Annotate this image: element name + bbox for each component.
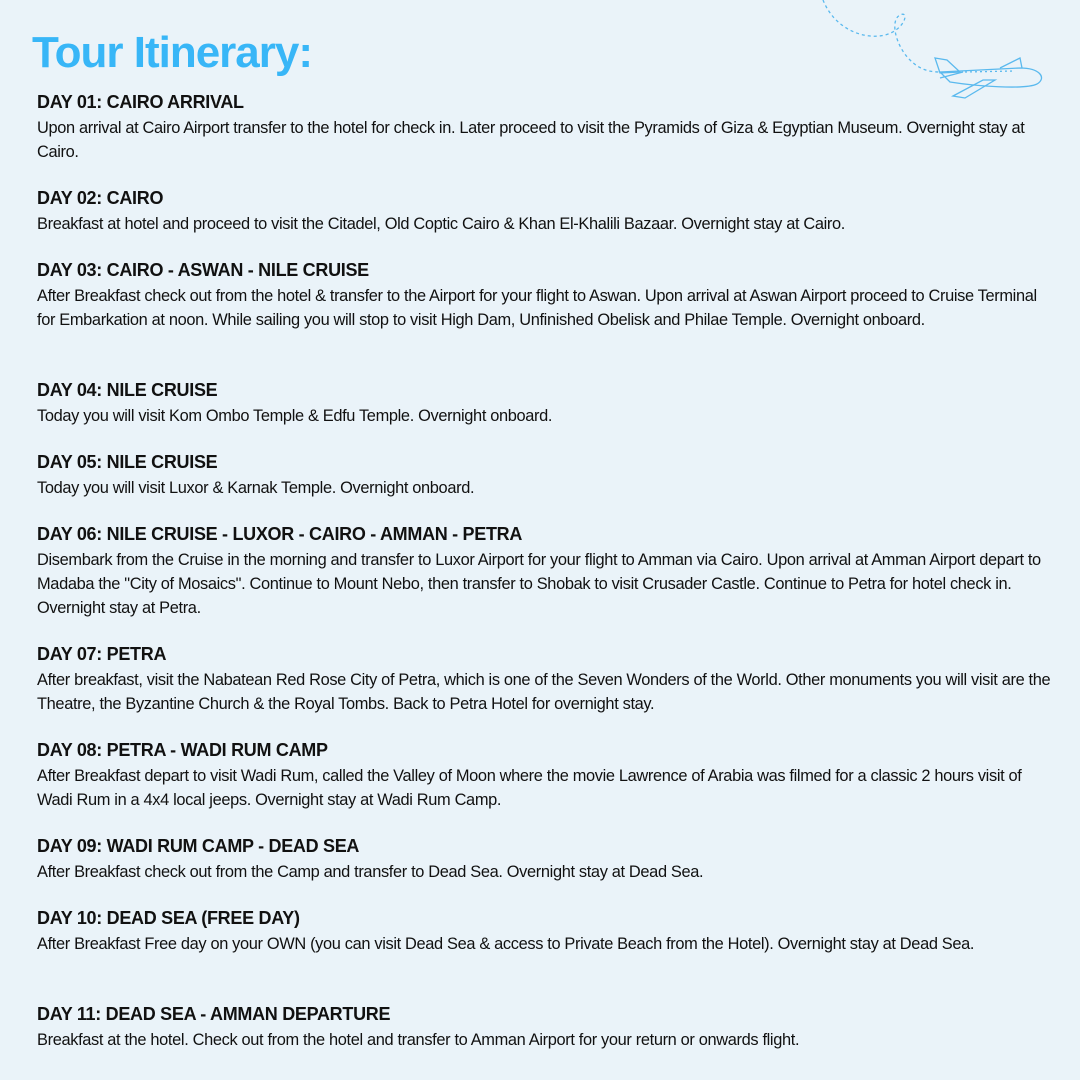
day-10 xyxy=(37,906,1057,956)
day-description: After Breakfast check out from the Camp and transfer to Dead Sea. Overnight stay at Dead Sea. xyxy=(37,863,704,881)
day-heading: DAY 03: CAIRO - ASWAN - NILE CRUISE xyxy=(37,260,369,280)
day-description: Today you will visit Kom Ombo Temple & Edfu Temple. Overnight onboard. xyxy=(37,407,553,425)
day-description: After breakfast, visit the Nabatean Red Rose City of Petra, which is one of the Seven Wonders of the World. Other monuments you will visit are the Theatre, the Byzantine Church & the Royal Tombs. Back to Petra Hotel for overnight stay. xyxy=(37,671,1051,713)
day-heading: DAY 10: DEAD SEA (FREE DAY) xyxy=(37,908,300,928)
day-heading: DAY 02: CAIRO xyxy=(37,188,164,208)
day-description: Disembark from the Cruise in the morning and transfer to Luxor Airport for your flight to Amman via Cairo. Upon arrival at Amman Airport depart to Madaba the "City of Mosaics". Continue to Mount Nebo, then transfer to Shobak to visit Crusader Castle. Continue to Petra for hotel check in. Overnight stay at Petra. xyxy=(37,551,1041,617)
day-description: Breakfast at hotel and proceed to visit the Citadel, Old Coptic Cairo & Khan El-Khalili Bazaar. Overnight stay at Cairo. xyxy=(37,215,846,233)
day-description: After Breakfast check out from the hotel & transfer to the Airport for your flight to Aswan. Upon arrival at Aswan Airport proceed to Cruise Terminal for Embarkation at noon. While sailing you will stop to visit High Dam, Unfinished Obelisk and Philae Temple. Overnight onboard. xyxy=(37,287,1037,329)
day-heading: DAY 05: NILE CRUISE xyxy=(37,452,218,472)
day-description: Upon arrival at Cairo Airport transfer to the hotel for check in. Later proceed to visit the Pyramids of Giza & Egyptian Museum. Overnight stay at Cairo. xyxy=(37,119,1025,161)
day-heading: DAY 11: DEAD SEA - AMMAN DEPARTURE xyxy=(37,1004,391,1024)
day-heading: DAY 08: PETRA - WADI RUM CAMP xyxy=(37,740,328,760)
day-11 xyxy=(37,1002,1057,1052)
day-09 xyxy=(37,834,1057,884)
day-description: Today you will visit Luxor & Karnak Temple. Overnight onboard. xyxy=(37,479,475,497)
day-heading: DAY 01: CAIRO ARRIVAL xyxy=(37,92,244,112)
day-heading: DAY 06: NILE CRUISE - LUXOR - CAIRO - AMMAN - PETRA xyxy=(37,524,523,544)
day-05 xyxy=(37,450,1057,500)
day-03 xyxy=(37,258,1057,332)
day-heading: DAY 07: PETRA xyxy=(37,644,167,664)
day-01 xyxy=(37,90,1057,164)
page-title: Tour Itinerary: xyxy=(32,28,313,77)
day-description: After Breakfast depart to visit Wadi Rum, called the Valley of Moon where the movie Lawrence of Arabia was filmed for a classic 2 hours visit of Wadi Rum in a 4x4 local jeeps. Overnight stay at Wadi Rum Camp. xyxy=(37,767,1022,809)
day-04 xyxy=(37,378,1057,428)
day-02 xyxy=(37,186,1057,236)
day-description: After Breakfast Free day on your OWN (you can visit Dead Sea & access to Private Beach from the Hotel). Overnight stay at Dead Sea. xyxy=(37,935,975,953)
day-heading: DAY 09: WADI RUM CAMP - DEAD SEA xyxy=(37,836,360,856)
day-08 xyxy=(37,738,1057,812)
day-heading: DAY 04: NILE CRUISE xyxy=(37,380,218,400)
day-06 xyxy=(37,522,1057,620)
day-description: Breakfast at the hotel. Check out from the hotel and transfer to Amman Airport for your return or onwards flight. xyxy=(37,1031,800,1049)
day-07 xyxy=(37,642,1057,716)
